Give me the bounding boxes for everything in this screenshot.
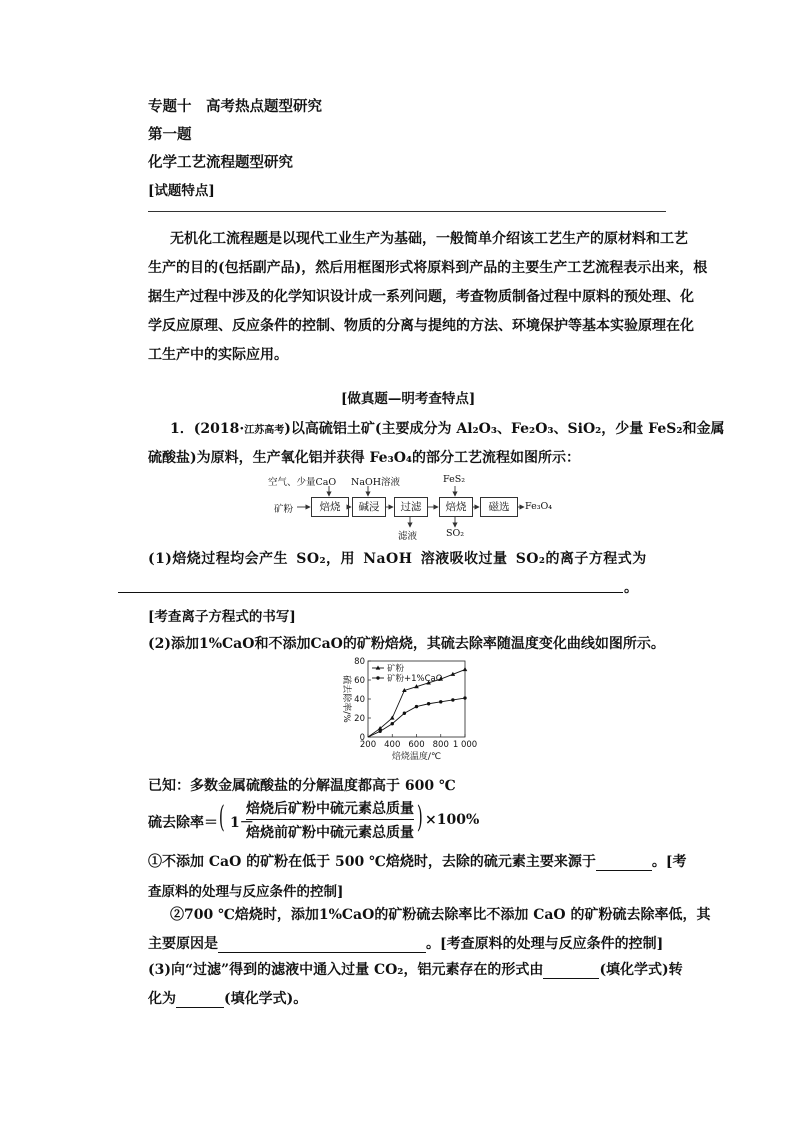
- part-3-end: (填化学式)。: [224, 991, 308, 1007]
- data-point-dot: [415, 705, 418, 708]
- known-condition: 已知：多数金属硫酸盐的分解温度都高于 600 ℃: [148, 778, 456, 794]
- subtitle: 化学工艺流程题型研究: [148, 154, 293, 171]
- x-tick-label: 800: [432, 740, 449, 750]
- formula-denominator: 焙烧前矿粉中硫元素总质量: [246, 825, 414, 841]
- flow-label-naoh: NaOH溶液: [351, 477, 401, 488]
- x-tick-label: 1 000: [452, 740, 478, 750]
- flow-arrows: [0, 0, 794, 560]
- intro-line: 无机化工流程题是以现代工业生产为基础，一般简单介绍该工艺生产的原材料和工艺: [170, 231, 688, 247]
- answer-blank-5[interactable]: [176, 993, 224, 1008]
- answer-blank-4[interactable]: [543, 964, 599, 979]
- answer-blank-3[interactable]: [218, 938, 426, 953]
- feature-tag: [试题特点]: [148, 183, 215, 199]
- question-1-line-2: 硫酸盐)为原料，生产氧化铝并获得 Fe₃O₄的部分工艺流程如图所示：: [148, 450, 581, 466]
- flow-box-roast: 焙烧: [311, 497, 349, 517]
- flow-label-air-cao: 空气、少量CaO: [268, 477, 337, 488]
- part-3-line-2: [148, 988, 307, 1008]
- flow-box-magnetic-separation: 磁选: [480, 497, 518, 517]
- part-3-text: (3)向“过滤”得到的滤液中通入过量 CO₂，铝元素存在的形式由: [148, 962, 544, 978]
- intro-line: 生产的目的(包括副产品)，然后用框图形式将原料到产品的主要生产工艺流程表示出来，根: [148, 260, 708, 276]
- flow-start-label: 矿粉: [274, 504, 294, 515]
- question-number: 1．(2018·: [170, 421, 245, 437]
- flow-end-label: Fe₃O₄: [525, 501, 553, 512]
- legend-label-0: 矿粉: [387, 664, 405, 674]
- data-point-dot: [403, 712, 406, 715]
- data-point-dot: [463, 696, 466, 699]
- legend-label-1: 矿粉+1%CaO: [387, 674, 443, 684]
- chapter-title: 专题十 高考热点题型研究: [148, 98, 322, 115]
- question-source: 江苏高考: [244, 425, 285, 436]
- subquestion-2-tail: 。[考查原料的处理与反应条件的控制]: [426, 936, 664, 952]
- x-axis-label: 焙烧温度/℃: [391, 752, 442, 762]
- left-paren: (: [218, 800, 225, 835]
- x-tick-label: 400: [384, 740, 401, 750]
- legend-marker-1: [376, 676, 379, 679]
- data-point-dot: [439, 700, 442, 703]
- subquestion-1-tail: 。[考: [651, 854, 687, 870]
- formula-one-minus: 1－: [230, 815, 254, 831]
- sulfur-removal-chart: [330, 655, 490, 770]
- part-3-tail: (填化学式)转: [599, 962, 683, 978]
- flow-label-so2: SO₂: [446, 528, 465, 539]
- question-text: )以高硫铝土矿(主要成分为 Al₂O₃、Fe₂O₃、SiO₂，少量 FeS₂和金属: [284, 421, 725, 437]
- subquestion-1-tag: 查原料的处理与反应条件的控制]: [148, 884, 344, 900]
- part-3-line-1: [148, 959, 683, 979]
- answer-blank-2[interactable]: [596, 856, 652, 871]
- part-1-question: (1)焙烧过程均会产生 SO₂，用 NaOH 溶液吸收过量 SO₂的离子方程式为: [148, 551, 647, 567]
- period: 。: [624, 580, 638, 596]
- y-tick-label: 0: [359, 733, 365, 743]
- answer-blank-1[interactable]: [118, 577, 623, 593]
- data-point-dot: [427, 702, 430, 705]
- right-paren: ): [416, 800, 423, 835]
- practice-heading: [做真题—明考查特点]: [341, 391, 476, 407]
- y-tick-label: 80: [354, 657, 365, 667]
- flow-label-filtrate: 滤液: [398, 531, 418, 542]
- intro-line: 学反应原理、反应条件的控制、物质的分离与提纯的方法、环境保护等基本实验原理在化: [148, 318, 694, 334]
- chart-svg: [330, 655, 490, 770]
- flow-box-filter: 过滤: [394, 497, 428, 517]
- x-tick-label: 600: [408, 740, 425, 750]
- flow-box-roast-2: 焙烧: [439, 497, 473, 517]
- formula-lhs: 硫去除率＝: [148, 815, 218, 831]
- intro-line: 工生产中的实际应用。: [148, 347, 288, 363]
- part-3-lead: 化为: [148, 991, 176, 1007]
- x-tick-label: 200: [359, 740, 377, 750]
- part-2-question: (2)添加1%CaO和不添加CaO的矿粉焙烧，其硫去除率随温度变化曲线如图所示。: [148, 636, 665, 652]
- fraction-bar: [246, 819, 414, 820]
- data-point-dot: [378, 730, 381, 733]
- subquestion-1-line-1: [148, 851, 687, 871]
- flow-label-fes2: FeS₂: [443, 474, 466, 485]
- legend-marker-0: [376, 666, 381, 670]
- series-line-1: [368, 698, 465, 737]
- y-tick-label: 20: [354, 714, 365, 724]
- y-axis-label: 硫去除率/%: [341, 675, 351, 723]
- section-title: 第一题: [148, 126, 192, 143]
- data-point-dot: [391, 722, 394, 725]
- plot-frame: [368, 661, 465, 737]
- part-1-tag: [考查离子方程式的书写]: [148, 609, 296, 625]
- formula-rhs: ×100%: [425, 812, 480, 828]
- formula-numerator: 焙烧后矿粉中硫元素总质量: [246, 801, 414, 817]
- y-tick-label: 40: [354, 695, 365, 705]
- data-point-triangle: [463, 667, 468, 671]
- subquestion-2-line-2: [148, 933, 663, 953]
- intro-line: 据生产过程中涉及的化学知识设计成一系列问题，考查物质制备过程中原料的预处理、化: [148, 289, 694, 305]
- subquestion-1-text: ①不添加 CaO 的矿粉在低于 500 ℃焙烧时，去除的硫元素主要来源于: [148, 854, 596, 870]
- flow-box-alkali-leach: 碱浸: [352, 497, 386, 517]
- subquestion-2-lead: 主要原因是: [148, 936, 218, 952]
- data-point-triangle: [390, 716, 395, 720]
- y-tick-label: 60: [354, 676, 365, 686]
- subquestion-2-line-1: ②700 ℃焙烧时，添加1%CaO的矿粉硫去除率比不添加 CaO 的矿粉硫去除率低，其: [170, 907, 711, 923]
- data-point-dot: [451, 698, 454, 701]
